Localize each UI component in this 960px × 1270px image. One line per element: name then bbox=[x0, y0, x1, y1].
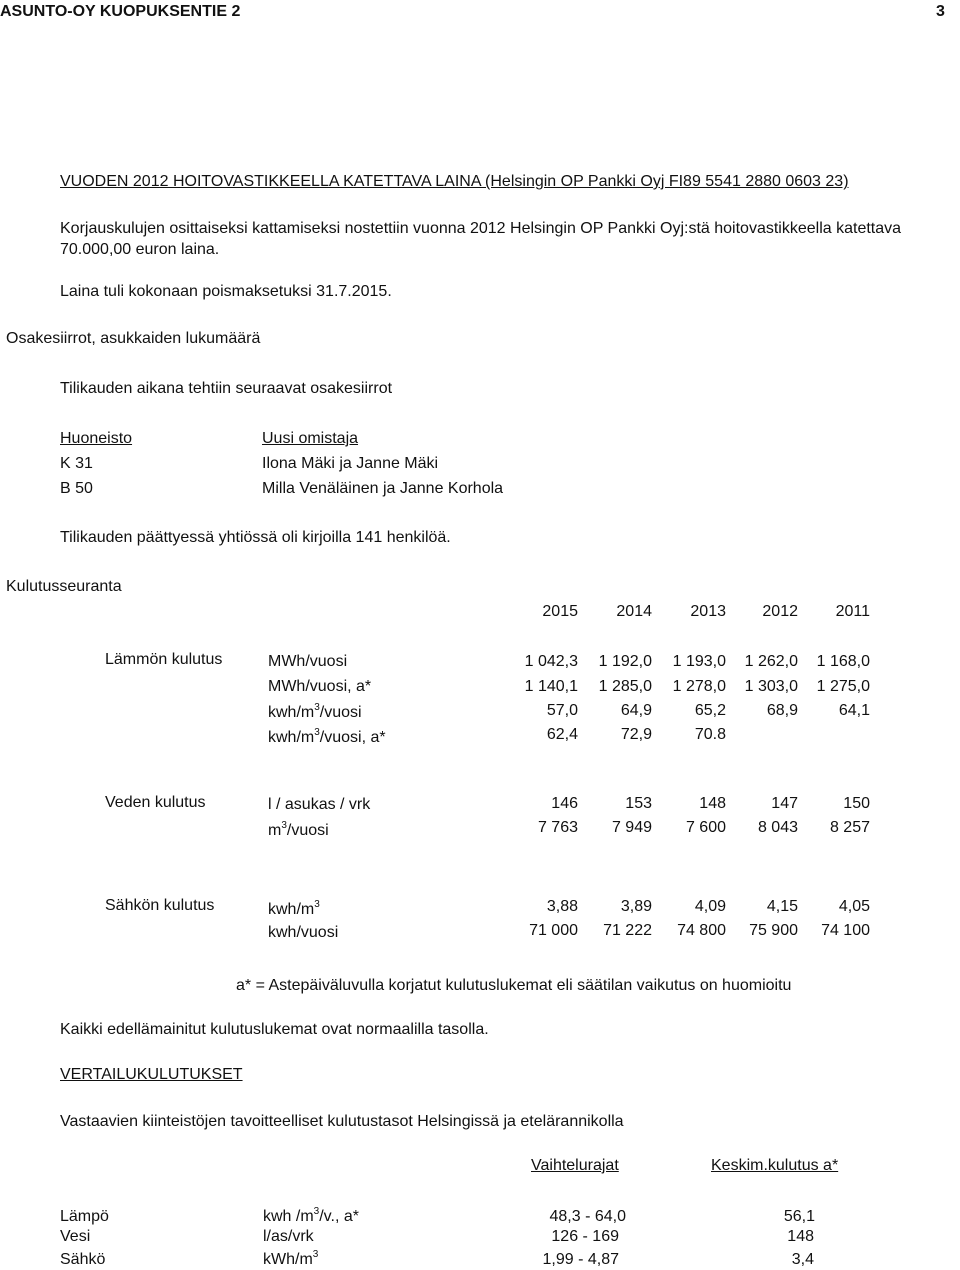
transfer-apartment: K 31 bbox=[60, 455, 93, 472]
transfers-col-apartment: Huoneisto bbox=[60, 430, 133, 447]
year-header: 2011 bbox=[835, 603, 870, 620]
value-cell: 75 900 bbox=[749, 922, 798, 939]
comparison-row-unit: kWh/$m^3$ bbox=[263, 1249, 319, 1268]
value-cell: 64,9 bbox=[620, 702, 652, 719]
transfers-col-owner: Uusi omistaja bbox=[262, 430, 359, 447]
value-cell: 68,9 bbox=[766, 702, 798, 719]
comparison-row-range: 1,99 - 4,87 bbox=[542, 1251, 619, 1268]
year-header: 2013 bbox=[690, 603, 726, 620]
comparison-row-name: Lämpö bbox=[60, 1208, 109, 1225]
unit-label: MWh/vuosi, a* bbox=[268, 678, 372, 695]
footnote: a* = Astepäiväluvulla korjatut kulutuslukemat eli säätilan vaikutus on huomioitu bbox=[236, 977, 792, 994]
unit-label: kwh/vuosi bbox=[268, 924, 339, 941]
transfers-heading: Osakesiirrot, asukkaiden lukumäärä bbox=[6, 330, 261, 347]
unit-label: kwh/$m^3$/vuosi bbox=[268, 702, 362, 721]
year-header: 2015 bbox=[542, 603, 578, 620]
loan-paragraph-line1: Korjauskulujen osittaiseksi kattamiseksi nostettiin vuonna 2012 Helsingin OP Pankki Oyj:stä hoitovastikkeella katettava bbox=[60, 220, 902, 237]
year-header: 2012 bbox=[762, 603, 798, 620]
value-cell: 65,2 bbox=[694, 702, 726, 719]
transfers-intro: Tilikauden aikana tehtiin seuraavat osakesiirrot bbox=[60, 380, 393, 397]
unit-label: MWh/vuosi bbox=[268, 653, 348, 670]
value-cell: 7 600 bbox=[685, 819, 726, 836]
value-cell: 64,1 bbox=[838, 702, 870, 719]
value-cell: 71 000 bbox=[529, 922, 578, 939]
transfer-owner: Ilona Mäki ja Janne Mäki bbox=[262, 455, 439, 472]
value-cell: 1 278,0 bbox=[672, 678, 726, 695]
loan-paragraph-line2: 70.000,00 euron laina. bbox=[60, 241, 220, 258]
unit-label: $m^3$/vuosi bbox=[268, 820, 329, 839]
value-cell: 57,0 bbox=[546, 702, 578, 719]
heat-label: Lämmön kulutus bbox=[105, 651, 223, 668]
comparison-row-name: Sähkö bbox=[60, 1251, 106, 1268]
value-cell: 1 140,1 bbox=[524, 678, 578, 695]
value-cell: 146 bbox=[551, 795, 578, 812]
value-cell: 1 275,0 bbox=[816, 678, 870, 695]
value-cell: 150 bbox=[843, 795, 870, 812]
value-cell: 1 262,0 bbox=[744, 653, 798, 670]
loan-heading: VUODEN 2012 HOITOVASTIKKEELLA KATETTAVA LAINA (Helsingin OP Pankki Oyj FI89 5541 2880 0603 23) bbox=[60, 173, 849, 190]
normal-level-note: Kaikki edellämainitut kulutuslukemat ovat normaalilla tasolla. bbox=[60, 1021, 489, 1038]
value-cell: 3,89 bbox=[620, 898, 652, 915]
value-cell: 1 303,0 bbox=[744, 678, 798, 695]
comparison-row-average: 148 bbox=[787, 1228, 814, 1245]
value-cell: 1 042,3 bbox=[524, 653, 578, 670]
water-label: Veden kulutus bbox=[105, 794, 206, 811]
unit-label: kwh/$m^3$/vuosi, a* bbox=[268, 727, 386, 746]
value-cell: 8 257 bbox=[829, 819, 870, 836]
page-number: 3 bbox=[936, 3, 945, 20]
value-cell: 8 043 bbox=[757, 819, 798, 836]
unit-label: l / asukas / vrk bbox=[268, 796, 371, 813]
value-cell: 4,15 bbox=[766, 898, 798, 915]
comparison-row-unit: kwh $/m^3/v$., a* bbox=[263, 1206, 359, 1225]
value-cell: 7 949 bbox=[611, 819, 652, 836]
value-cell: 7 763 bbox=[537, 819, 578, 836]
electricity-label: Sähkön kulutus bbox=[105, 897, 215, 914]
comparison-row-range: 48,3 - 64,0 bbox=[549, 1208, 626, 1225]
comparison-row-average: 56,1 bbox=[783, 1208, 815, 1225]
value-cell: 74 800 bbox=[677, 922, 726, 939]
comparison-col-range: Vaihtelurajat bbox=[531, 1157, 619, 1174]
residents-count: Tilikauden päättyessä yhtiössä oli kirjoilla 141 henkilöä. bbox=[60, 529, 451, 546]
value-cell: 1 193,0 bbox=[672, 653, 726, 670]
value-cell: 1 192,0 bbox=[598, 653, 652, 670]
consumption-heading: Kulutusseuranta bbox=[6, 578, 122, 595]
loan-paid-note: Laina tuli kokonaan poismaksetuksi 31.7.2015. bbox=[60, 283, 392, 300]
comparison-heading: VERTAILUKULUTUKSET bbox=[60, 1066, 243, 1083]
comparison-intro: Vastaavien kiinteistöjen tavoitteelliset kulutustasot Helsingissä ja etelärannikolla bbox=[60, 1113, 624, 1130]
value-cell: 4,05 bbox=[838, 898, 870, 915]
value-cell: 62,4 bbox=[546, 726, 578, 743]
comparison-row-average: 3,4 bbox=[791, 1251, 814, 1268]
comparison-row-unit: l/as/vrk bbox=[263, 1228, 314, 1245]
transfer-owner: Milla Venäläinen ja Janne Korhola bbox=[262, 480, 504, 497]
transfer-apartment: B 50 bbox=[60, 480, 93, 497]
value-cell: 1 285,0 bbox=[598, 678, 652, 695]
value-cell: 72,9 bbox=[620, 726, 652, 743]
value-cell: 147 bbox=[771, 795, 798, 812]
comparison-row-name: Vesi bbox=[60, 1228, 91, 1245]
document-title: ASUNTO-OY KUOPUKSENTIE 2 bbox=[0, 3, 241, 20]
value-cell: 4,09 bbox=[694, 898, 726, 915]
comparison-row-range: 126 - 169 bbox=[551, 1228, 619, 1245]
value-cell: 74 100 bbox=[821, 922, 870, 939]
value-cell: 1 168,0 bbox=[816, 653, 870, 670]
comparison-col-average: Keskim.kulutus a* bbox=[711, 1157, 839, 1174]
unit-label: kwh/$m^3$ bbox=[268, 899, 320, 918]
value-cell: 3,88 bbox=[546, 898, 578, 915]
year-header: 2014 bbox=[616, 603, 652, 620]
value-cell: 70.8 bbox=[694, 726, 726, 743]
value-cell: 71 222 bbox=[603, 922, 652, 939]
value-cell: 148 bbox=[699, 795, 726, 812]
value-cell: 153 bbox=[625, 795, 652, 812]
